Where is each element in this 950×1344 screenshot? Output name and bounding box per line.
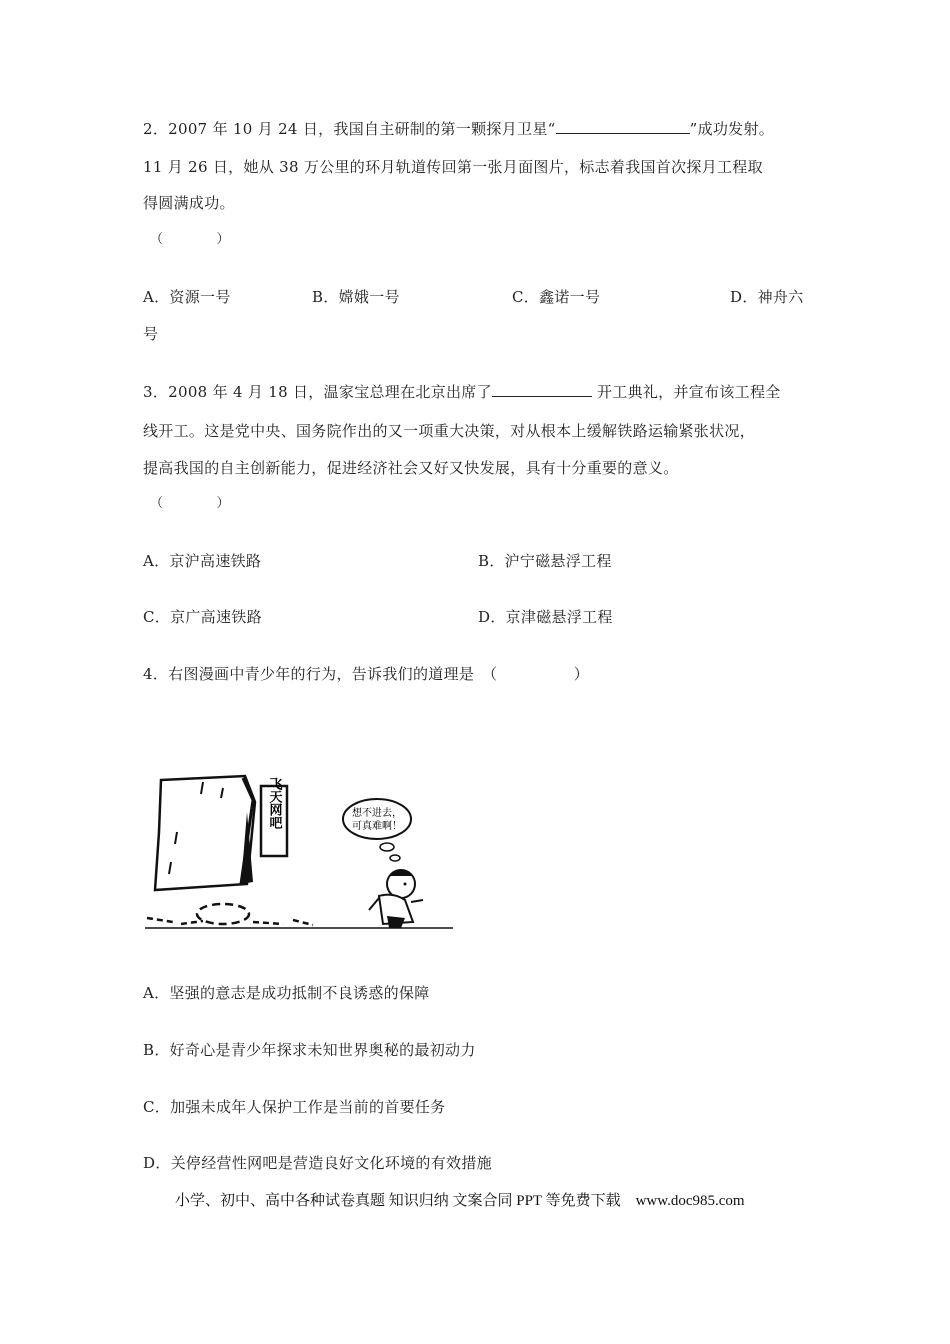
q2-stem-line-3: 得圆满成功。 [143,194,235,212]
q3-stem-line-1 [143,382,781,402]
q4-stem: 4．右图漫画中青少年的行为，告诉我们的道理是 （ ） [143,665,590,683]
q3-stem-line-2: 线开工。这是党中央、国务院作出的又一项重大决策，对从根本上缓解铁路运输紧张状况， [143,422,756,440]
q2-option-b: B．嫦娥一号 [312,288,400,306]
q2-stem-text: 2．2007 年 10 月 24 日，我国自主研制的第一颗探月卫星“ [143,120,556,138]
q3-option-c: C．京广高速铁路 [143,608,262,626]
q3-stem-line-3: 提高我国的自主创新能力，促进经济社会又好又快发展，具有十分重要的意义。 [143,459,679,477]
q4-option-c: C．加强未成年人保护工作是当前的首要任务 [143,1098,446,1116]
q3-stem-text: 3．2008 年 4 月 18 日，温家宝总理在北京出席了 [143,383,492,401]
page-footer: 小学、初中、高中各种试卷真题 知识归纳 文案合同 PPT 等免费下载 www.doc985.com [175,1193,745,1209]
teenager-figure [369,870,423,928]
sign-text: 飞天网吧 [266,777,282,829]
q4-option-b: B．好奇心是青少年探求未知世界奥秘的最初动力 [143,1041,476,1059]
q2-option-d: D．神舟六 [730,288,804,306]
q3-answer-blank [492,382,592,397]
q3-option-a: A．京沪高速铁路 [143,552,262,570]
thought-bubble [343,799,411,839]
q2-option-a: A．资源一号 [143,288,231,306]
q2-option-d-wrap: 号 [143,325,159,343]
q3-option-b: B．沪宁磁悬浮工程 [478,552,612,570]
bubble-text-line-2: 可真难啊！ [352,821,402,832]
q3-stem-text-end: 开工典礼，并宣布该工程全 [596,383,781,401]
q3-option-d: D．京津磁悬浮工程 [478,608,613,626]
q4-option-a: A．坚强的意志是成功抵制不良诱惑的保障 [143,984,430,1002]
bubble-text-line-1: 想不进去， [352,808,402,819]
q2-stem-text-end: ”成功发射。 [689,120,775,138]
q2-answer-paren: （ ） [150,232,230,247]
q2-stem-line-2: 11 月 26 日，她从 38 万公里的环月轨道传回第一张月面图片，标志着我国首次探月工程取 [143,158,763,176]
q2-option-c: C．鑫诺一号 [512,288,601,306]
q4-option-d: D．关停经营性网吧是营造良好文化环境的有效措施 [143,1154,492,1172]
q2-answer-blank [556,119,690,134]
q3-answer-paren: （ ） [150,496,230,511]
q2-stem-line-1 [143,119,774,139]
q4-cartoon-image [143,772,455,932]
